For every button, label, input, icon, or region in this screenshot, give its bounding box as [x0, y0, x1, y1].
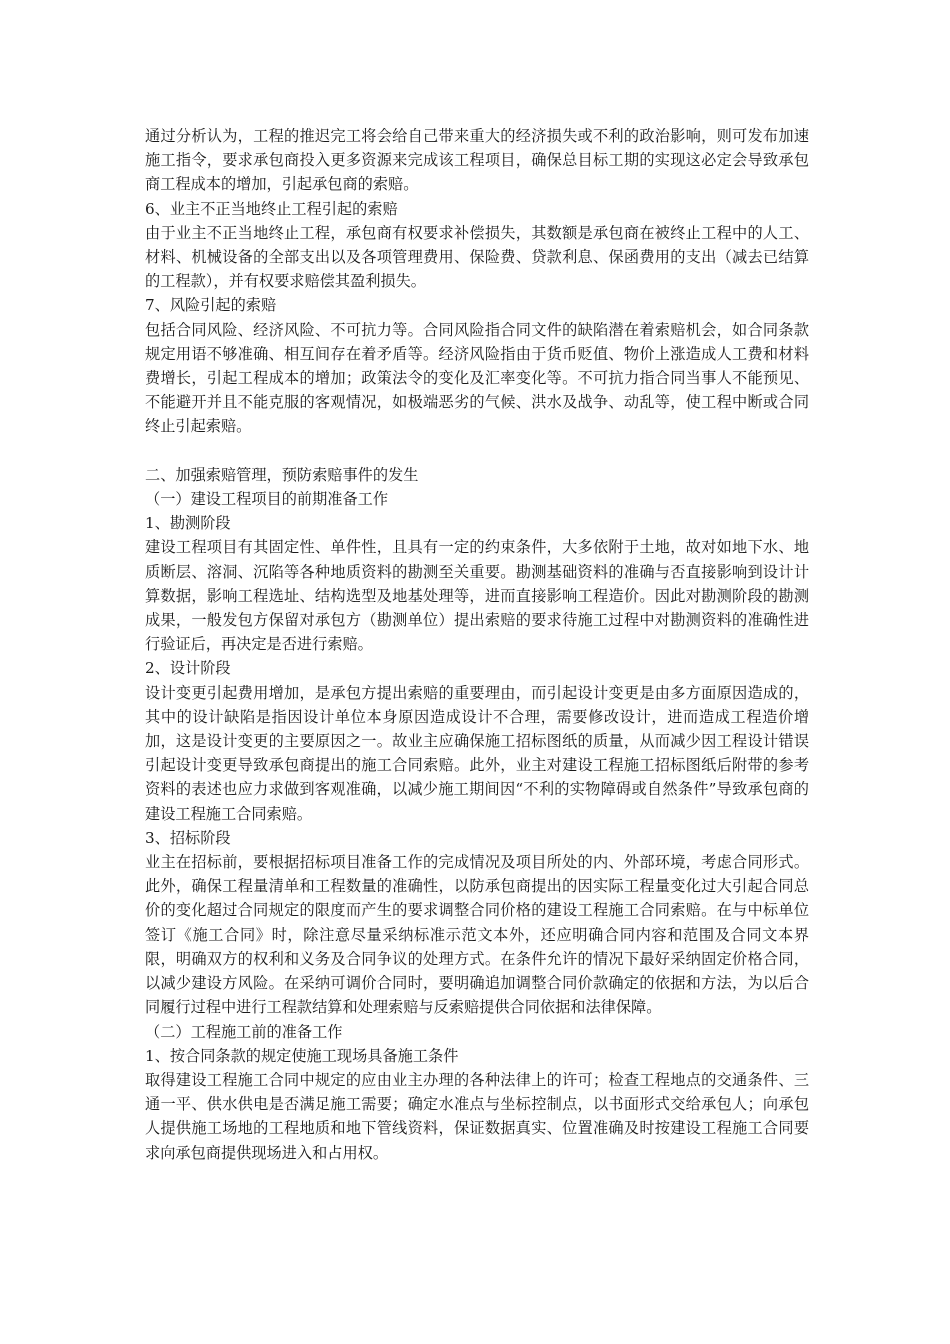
paragraph: 包括合同风险、经济风险、不可抗力等。合同风险指合同文件的缺陷潜在着索赔机会，如合同条款规定用语不够准确、相互间存在着矛盾等。经济风险指由于货币贬值、物价上涨造成人工费和材料费增长，引起工程成本的增加；政策法令的变化及汇率变化等。不可抗力指合同当事人不能预见、不能避开并且不能克服的客观情况，如极端恶劣的气候、洪水及战争、动乱等，使工程中断或合同终止引起索赔。: [145, 320, 809, 436]
paragraph: 由于业主不正当地终止工程，承包商有权要求补偿损失，其数额是承包商在被终止工程中的人工、材料、机械设备的全部支出以及各项管理费用、保险费、贷款利息、保函费用的支出（减去已结算的工程款），并有权要求赔偿其盈利损失。: [145, 223, 809, 291]
blank-line: [145, 439, 809, 463]
section-heading: 1、按合同条款的规定使施工现场具备施工条件: [145, 1046, 459, 1065]
chapter-heading: 二、加强索赔管理，预防索赔事件的发生: [145, 465, 419, 484]
subsection-heading: （一）建设工程项目的前期准备工作: [145, 490, 388, 509]
paragraph: 设计变更引起费用增加，是承包方提出索赔的重要理由，而引起设计变更是由多方面原因造成的，其中的设计缺陷是指因设计单位本身原因造成设计不合理，需要修改设计，进而造成工程造价增加，这是设计变更的主要原因之一。故业主应确保施工招标图纸的质量，从而减少因工程设计错误引起设计变更导致承包商提出的施工合同索赔。此外，业主对建设工程施工招标图纸后附带的参考资料的表述也应力求做到客观准确，以减少施工期间因“不利的实物障碍或自然条件”导致承包商的建设工程施工合同索赔。: [145, 683, 809, 823]
document-body: [145, 124, 809, 1165]
section-heading: 3、招标阶段: [145, 828, 231, 847]
section-heading: 2、设计阶段: [145, 659, 231, 678]
paragraph: 业主在招标前，要根据招标项目准备工作的完成情况及项目所处的内、外部环境，考虑合同形式。此外，确保工程量清单和工程数量的准确性，以防承包商提出的因实际工程量变化过大引起合同总价的变化超过合同规定的限度而产生的要求调整合同价格的建设工程施工合同索赔。在与中标单位签订《施工合同》时，除注意尽量采纳标准示范文本外，还应明确合同内容和范围及合同文本界限，明确双方的权利和义务及合同争议的处理方式。在条件允许的情况下最好采纳固定价格合同，以减少建设方风险。在采纳可调价合同时，要明确追加调整合同价款确定的依据和方法，为以后合同履行过程中进行工程款结算和处理索赔与反索赔提供合同依据和法律保障。: [145, 853, 809, 1017]
section-heading: 1、勘测阶段: [145, 514, 231, 533]
paragraph: 建设工程项目有其固定性、单件性，且具有一定的约束条件，大多依附于土地，故对如地下水、地质断层、溶洞、沉陷等各种地质资料的勘测至关重要。勘测基础资料的准确与否直接影响到设计计算数据，影响工程选址、结构选型及地基处理等，进而直接影响工程造价。因此对勘测阶段的勘测成果，一般发包方保留对承包方（勘测单位）提出索赔的要求待施工过程中对勘测资料的准确性进行验证后，再决定是否进行索赔。: [145, 538, 809, 654]
section-heading: 6、业主不正当地终止工程引起的索赔: [145, 199, 398, 218]
paragraph: 取得建设工程施工合同中规定的应由业主办理的各种法律上的许可；检查工程地点的交通条件、三通一平、供水供电是否满足施工需要；确定水准点与坐标控制点，以书面形式交给承包人；向承包人提供施工场地的工程地质和地下管线资料，保证数据真实、位置准确及时按建设工程施工合同要求向承包商提供现场进入和占用权。: [145, 1070, 809, 1162]
paragraph: 通过分析认为，工程的推迟完工将会给自己带来重大的经济损失或不利的政治影响，则可发布加速施工指令，要求承包商投入更多资源来完成该工程项目，确保总目标工期的实现这必定会导致承包商工程成本的增加，引起承包商的索赔。: [145, 127, 809, 194]
section-heading: 7、风险引起的索赔: [145, 296, 277, 315]
subsection-heading: （二）工程施工前的准备工作: [145, 1022, 343, 1041]
